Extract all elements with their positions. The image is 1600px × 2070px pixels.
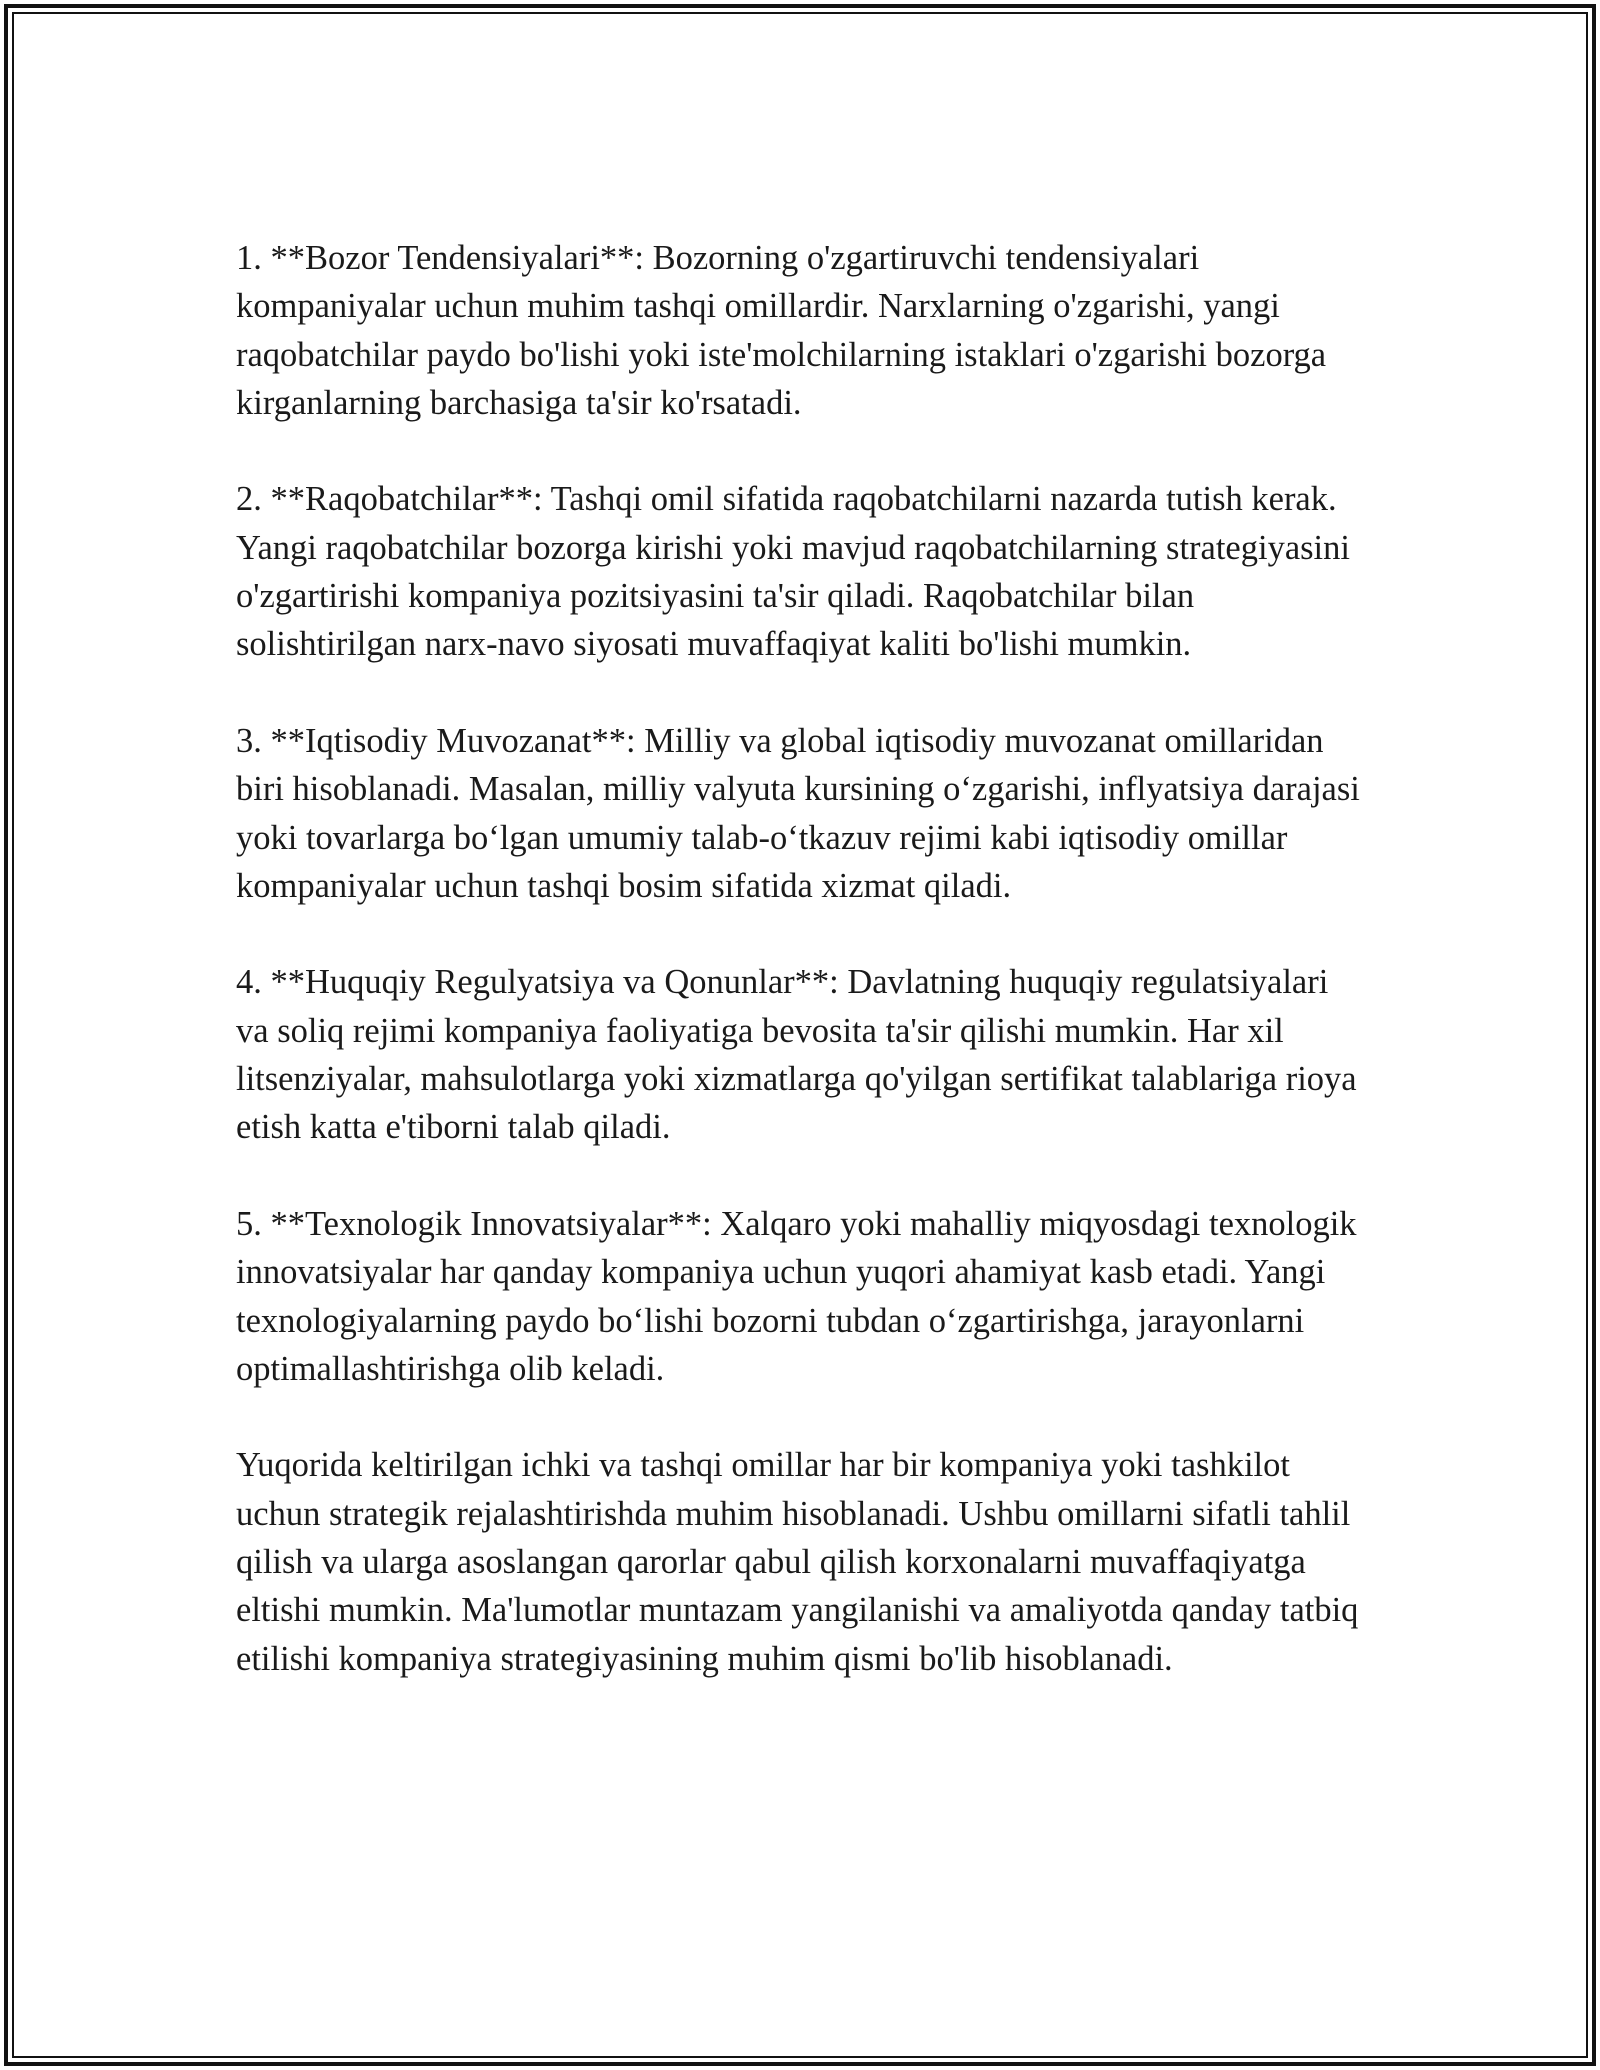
paragraph-texnologik-innovatsiyalar: 5. **Texnologik Innovatsiyalar**: Xalqaro yoki mahalliy miqyosdagi texnologik innovatsiyalar har qanday kompaniya uchun yuqori ahamiyat kasb etadi. Yangi texnologiyalarning paydo bo‘lishi bozorni tubdan o‘zgartirishga, jarayonlarni optimallashtirishga olib keladi. xyxy=(236,1204,1357,1388)
paragraph-iqtisodiy-muvozanat: 3. **Iqtisodiy Muvozanat**: Milliy va global iqtisodiy muvozanat omillaridan biri hisoblanadi. Masalan, milliy valyuta kursining o‘zgarishi, inflyatsiya darajasi yoki tovarlarga bo‘lgan umumiy talab-o‘tkazuv rejimi kabi iqtisodiy omillar kompaniyalar uchun tashqi bosim sifatida xizmat qiladi. xyxy=(236,721,1360,905)
paragraph-conclusion: Yuqorida keltirilgan ichki va tashqi omillar har bir kompaniya yoki tashkilot uchun strategik rejalashtirishda muhim hisoblanadi. Ushbu omillarni sifatli tahlil qilish va ularga asoslangan qarorlar qabul qilish korxonalarni muvaffaqiyatga eltishi mumkin. Ma'lumotlar muntazam yangilanishi va amaliyotda qanday tatbiq etilishi kompaniya strategiyasining muhim qismi bo'lib hisoblanadi. xyxy=(236,1446,1359,1678)
paragraph-raqobatchilar: 2. **Raqobatchilar**: Tashqi omil sifatida raqobatchilarni nazarda tutish kerak. Yangi raqobatchilar bozorga kirishi yoki mavjud raqobatchilarning strategiyasini o'zgartirishi kompaniya pozitsiyasini ta'sir qiladi. Raqobatchilar bilan solishtirilgan narx-navo siyosati muvaffaqiyat kaliti bo'lishi mumkin. xyxy=(236,480,1350,664)
paragraph-huquqiy-regulyatsiya: 4. **Huquqiy Regulyatsiya va Qonunlar**: Davlatning huquqiy regulatsiyalari va soliq rejimi kompaniya faoliyatiga bevosita ta'sir qilishi mumkin. Har xil litsenziyalar, mahsulotlarga yoki xizmatlarga qo'yilgan sertifikat talablariga rioya etish katta e'tiborni talab qiladi. xyxy=(236,963,1357,1147)
paragraph-bozor-tendensiyalari: 1. **Bozor Tendensiyalari**: Bozorning o'zgartiruvchi tendensiyalari kompaniyalar uchun muhim tashqi omillardir. Narxlarning o'zgarishi, yangi raqobatchilar paydo bo'lishi yoki iste'molchilarning istaklari o'zgarishi bozorga kirganlarning barchasiga ta'sir ko'rsatadi. xyxy=(236,239,1327,422)
document-body xyxy=(236,234,1366,1683)
